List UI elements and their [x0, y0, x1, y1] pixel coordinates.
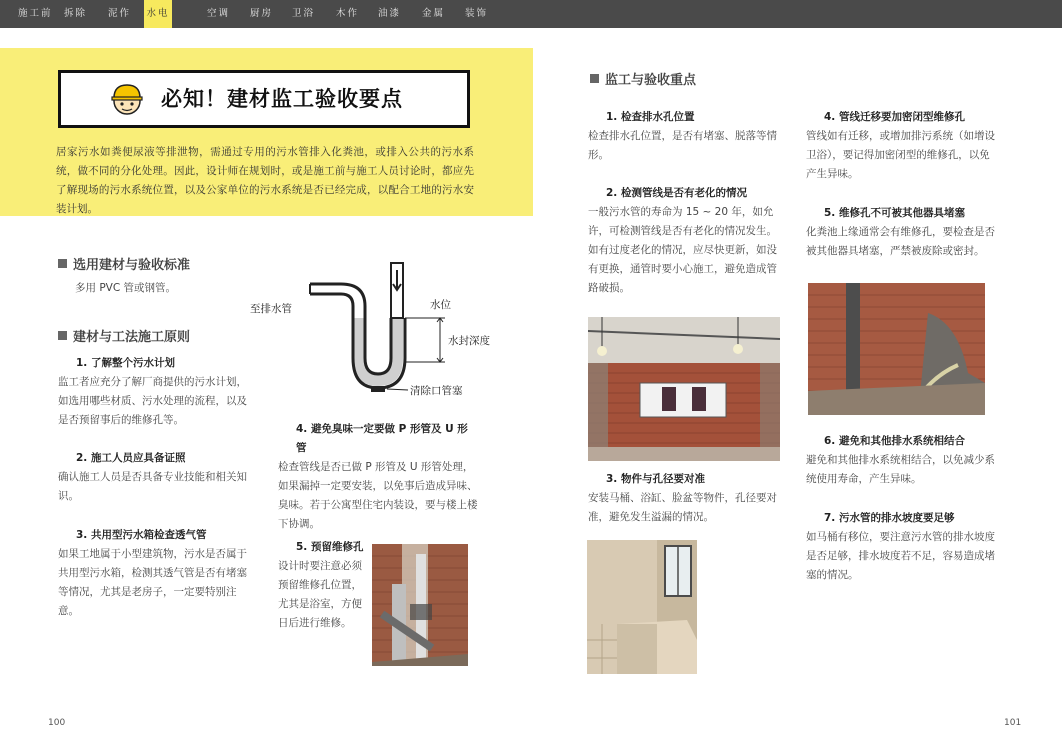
principle-item — [58, 526, 250, 621]
principle-body: 监工者应充分了解厂商提供的污水计划，如选用哪些材质、污水处理的流程，以及是否预留事后的维修孔等。 — [58, 376, 247, 426]
brick-wall-fixture-photo — [588, 317, 780, 461]
principle-heading: 4. 避免臭味一定要做 P 形管及 U 形管 — [296, 423, 468, 454]
inspection-body: 如马桶有移位，要注意污水管的排水坡度是否足够，排水坡度若不足，容易造成堵塞的情况。 — [806, 531, 995, 581]
inspection-heading: 3. 物件与孔径要对准 — [606, 473, 705, 485]
nav-item-plumbing-electrical[interactable]: 水电 — [144, 0, 172, 28]
title-box — [58, 70, 470, 128]
inspection-item — [806, 108, 1000, 184]
principle-body: 确认施工人员是否具备专业技能和相关知识。 — [58, 471, 247, 502]
p-trap-diagram — [250, 258, 500, 398]
inspection-heading: 6. 避免和其他排水系统相结合 — [824, 435, 965, 447]
section-heading-inspection — [590, 69, 696, 88]
inspection-heading: 7. 污水管的排水坡度要足够 — [824, 512, 955, 524]
inspection-body: 化粪池上缘通常会有维修孔，要检查是否被其他器具堵塞，严禁被废除或密封。 — [806, 226, 995, 257]
principle-body: 检查管线是否已做 P 形管及 U 形管处理，如果漏掉一定要安装，以免事后造成异味、臭味。若于公寓型住宅内装设，要与楼上楼下协调。 — [278, 461, 478, 530]
nav-item-metal[interactable]: 金属 — [422, 8, 446, 19]
nav-item-decoration[interactable]: 装饰 — [465, 8, 489, 19]
inspection-body: 避免和其他排水系统相结合，以免减少系统使用寿命，产生异味。 — [806, 454, 995, 485]
principle-item — [278, 538, 368, 633]
principle-item — [58, 449, 250, 506]
principle-heading: 3. 共用型污水箱检查透气管 — [76, 529, 207, 541]
pipe-installation-photo — [372, 544, 468, 666]
nav-item-kitchen[interactable]: 厨房 — [250, 8, 274, 19]
section-heading-text: 选用建材与验收标准 — [73, 258, 191, 273]
nav-item-bathroom[interactable]: 卫浴 — [292, 8, 316, 19]
inspection-item — [588, 470, 780, 527]
bathroom-corner-photo — [587, 540, 697, 674]
inspection-body: 检查排水孔位置，是否有堵塞、脱落等情形。 — [588, 130, 777, 161]
nav-item-demolition[interactable]: 拆除 — [64, 8, 88, 19]
principle-body: 设计时要注意必须预留维修孔位置，尤其是浴室，方便日后进行维修。 — [278, 560, 362, 629]
principle-heading: 1. 了解整个污水计划 — [76, 357, 175, 369]
inspection-body: 安装马桶、浴缸、脸盆等物件，孔径要对准，避免发生溢漏的情况。 — [588, 492, 777, 523]
diagram-label-cleanout: 清除口管塞 — [410, 385, 463, 397]
inspection-heading: 2. 检测管线是否有老化的情况 — [606, 187, 747, 199]
principle-item — [278, 420, 478, 534]
intro-paragraph: 居家污水如粪便尿液等排泄物，需通过专用的污水管排入化粪池，或排入公共的污水系统，做不同的分化处理。因此，设计师在规划时，或是施工前与施工人员讨论时，都应先了解现场的污水系统位置，以及公家单位的污水系统是否已经完成，以配合工地的污水安装计划。 — [56, 146, 474, 215]
page-number-right: 101 — [1004, 718, 1022, 728]
nav-item-painting[interactable]: 油漆 — [378, 8, 402, 19]
page-number-left: 100 — [48, 718, 66, 728]
section-heading-principles — [58, 326, 190, 345]
nav-item-pre-construction[interactable]: 施工前 — [18, 8, 53, 19]
square-bullet-icon — [58, 331, 67, 340]
nav-item-masonry[interactable]: 泥作 — [108, 8, 132, 19]
diagram-label-drain: 至排水管 — [250, 303, 292, 315]
diagram-label-seal-depth: 水封深度 — [448, 335, 490, 347]
inspection-item — [588, 184, 780, 298]
principle-item — [58, 354, 250, 430]
principle-body: 如果工地属于小型建筑物，污水是否属于共用型污水箱，检测其透气管是否有堵塞等情况，尤其是老房子，一定要特别注意。 — [58, 548, 247, 617]
inspection-heading: 1. 检查排水孔位置 — [606, 111, 695, 123]
inspection-item — [806, 432, 1000, 489]
inspection-body: 管线如有迁移，或增加排污系统（如增设卫浴），要记得加密闭型的维修孔，以免产生异味。 — [806, 130, 995, 180]
materials-body: 多用 PVC 管或钢管。 — [75, 282, 177, 294]
page-title: 必知！建材监工验收要点 — [161, 87, 403, 111]
principle-heading: 5. 预留维修孔 — [296, 541, 364, 553]
principle-heading: 2. 施工人员应具备证照 — [76, 452, 186, 464]
wall-pipe-chase-photo — [808, 283, 985, 415]
category-nav — [0, 0, 1062, 28]
inspection-body: 一般污水管的寿命为 15 ~ 20 年，如允许，可检测管线是否有老化的情况发生。如有过度老化的情况，应尽快更新，如没有更换，通管时要小心施工，避免造成管路破损。 — [588, 206, 777, 294]
nav-item-carpentry[interactable]: 木作 — [336, 8, 360, 19]
inspection-heading: 4. 管线迁移要加密闭型维修孔 — [824, 111, 965, 123]
section-heading-materials — [58, 254, 190, 273]
nav-item-air-conditioning[interactable]: 空调 — [207, 8, 231, 19]
section-heading-text: 建材与工法施工原则 — [73, 330, 191, 345]
square-bullet-icon — [58, 259, 67, 268]
worker-helmet-icon — [109, 81, 145, 117]
inspection-item — [806, 509, 1000, 585]
square-bullet-icon — [590, 74, 599, 83]
diagram-label-water-level: 水位 — [430, 299, 451, 311]
inspection-heading: 5. 维修孔不可被其他器具堵塞 — [824, 207, 965, 219]
inspection-item — [806, 204, 1000, 261]
inspection-item — [588, 108, 780, 165]
section-heading-text: 监工与验收重点 — [605, 73, 697, 88]
